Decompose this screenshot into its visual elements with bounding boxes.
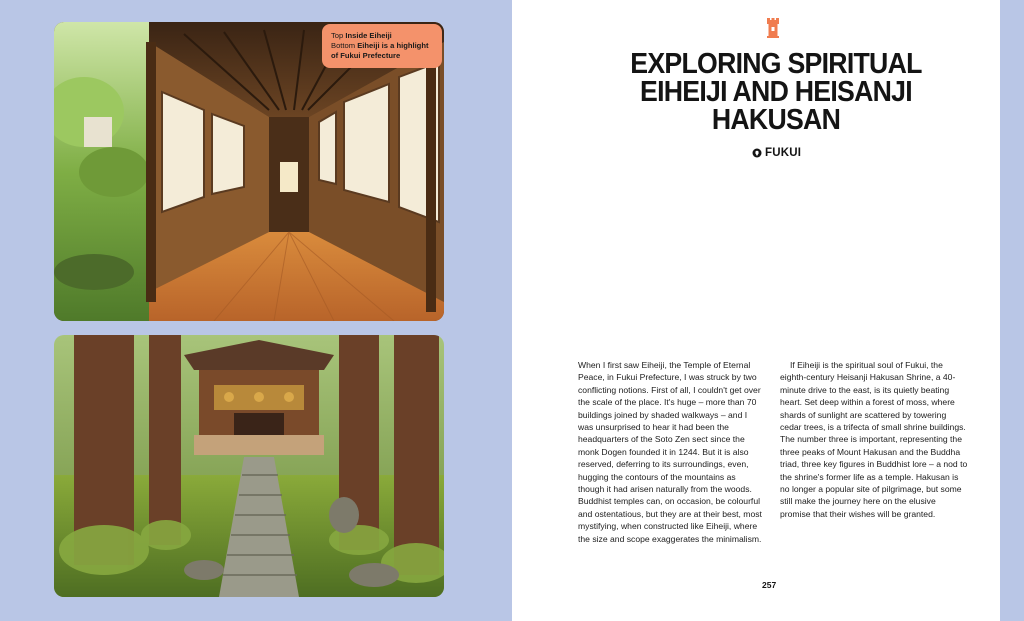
body-paragraph-1: When I first saw Eiheiji, the Temple of Eternal Peace, in Fukui Prefecture, I was struck by two conflicting notions. First of all, I couldn't get over the scale of the place. It's huge – more than 70 buildings joined by shaded walkways – and I was unsurprised to hear it had been the headquarters of the Soto Zen sect since the monk Dogen founded it in 1244. But it is also reserved, deferring to its surroundings, even, hugging the contours of the mountains as though it had arisen naturally from the woods. Buddhist temples can, on occasion, be colourful and ostentatious, but they are at their best, most mystifying, when constructed like Eiheiji, where the size and scope exaggerates the minimalism. xyxy=(578,360,762,544)
title-line-1: EXPLORING SPIRITUAL xyxy=(630,48,922,80)
location-name: FUKUI xyxy=(765,147,802,159)
location-pin-icon xyxy=(752,148,762,158)
caption-top-prefix: Top xyxy=(331,31,344,40)
caption-bottom-text: Eiheiji is a highlight of Fukui Prefecture xyxy=(331,41,429,60)
body-paragraph-2: If Eiheiji is the spiritual soul of Fukui, the eighth-century Heisanji Hakusan Shrine, a 40-minute drive to the east, is its quietly beating heart. Set deep within a forest of moss, where shards of sunlight are scattered by towering cedar trees, is a trifecta of small shrine buildings. The number three is important, representing the three peaks of Mount Hakusan and the Buddha triad, three key figures in Buddhist lore – a nod to the shrine's former life as a temple. Hakusan is no longer a popular site of pilgrimage, but some still make the journey here on the elusive promise that their wishes will be granted. xyxy=(780,360,968,519)
castle-tower-icon xyxy=(766,18,780,38)
right-page-edge xyxy=(1000,0,1024,621)
title-line-2: EIHEIJI AND HEISANJI xyxy=(640,76,912,108)
article-title xyxy=(577,50,974,134)
title-line-3: HAKUSAN xyxy=(711,104,841,136)
body-column-1 xyxy=(578,359,762,545)
location-tag xyxy=(752,147,801,159)
body-column-2 xyxy=(780,359,968,520)
photo-caption xyxy=(322,24,442,68)
caption-top-text: Inside Eiheiji xyxy=(345,31,392,40)
caption-bottom-prefix: Bottom xyxy=(331,41,356,50)
page-number: 257 xyxy=(762,580,777,590)
photo-shrine-forest xyxy=(54,335,444,597)
